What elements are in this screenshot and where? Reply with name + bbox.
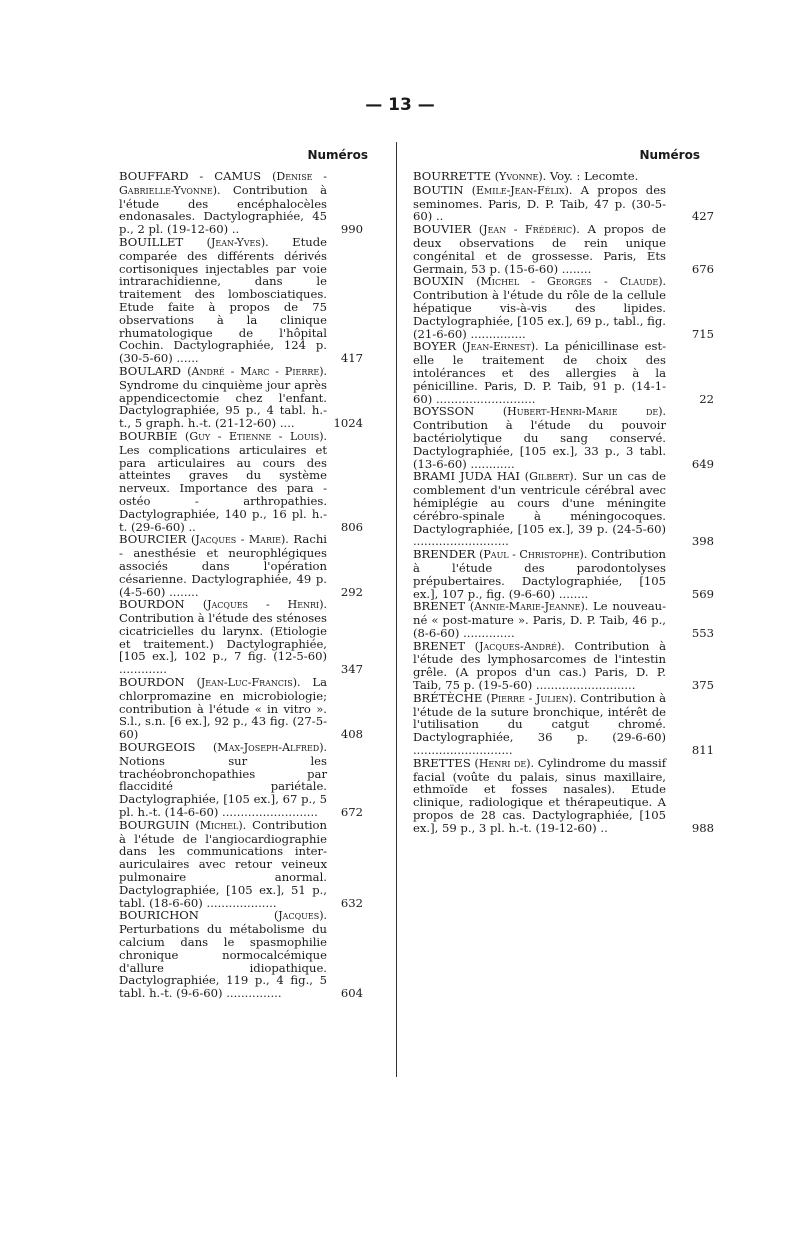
author-given-names: (André - Marc - Pierre). [187, 364, 327, 378]
bibliography-entry [413, 182, 714, 224]
bibliography-entry [413, 469, 714, 549]
author-surname: BRAMI JUDA HAI [413, 469, 520, 484]
author-given-names: (Paul - Christophe). [479, 548, 588, 562]
bibliography-entry [413, 170, 694, 184]
author-surname: BRENET [413, 638, 466, 653]
entry-description: Contribution à l'étude des parodontolyses prépubertaires. Dactylographiée, [105 ex.], 107 p., fig. (9-6-60) ........ [413, 547, 667, 601]
author-given-names: (Jean-Yves). [206, 235, 269, 249]
author-given-names: (Emile-Jean-Félix). [471, 183, 573, 197]
entry-description: Cylindrome du massif facial (voûte du palais, sinus maxillaire, ethmoïde et fosses nasales). Etude clinique, radiologique et thérapeutique. A propos de 28 cas. Dactylographiée, [105 ex.], 59 p., 3 pl. h.-t. (19-12-60) .. [413, 755, 667, 835]
bibliography-entry [413, 690, 714, 758]
bibliography-entry [119, 598, 363, 676]
author-given-names: (Pierre - Julien). [486, 691, 577, 705]
entry-number: 1024 [333, 416, 363, 431]
left-column [119, 140, 368, 1001]
entry-description: Contribution à l'étude des encéphalocèles endonasales. Dactylographiée, 45 p., 2 pl. (19-12-60) .. [119, 182, 327, 237]
entry-number: 632 [340, 895, 363, 910]
entry-number: 375 [691, 678, 714, 693]
author-surname: BOURDON [119, 675, 185, 690]
author-surname: BOUXIN [413, 274, 464, 289]
entry-description: Contribution à l'étude des sténoses cicatricielles du larynx. (Etiologie et traitement.) Dactylographiée, [105 ex.], 102 p., 7 fig. (12-5-60) ............. [119, 611, 327, 677]
entry-number: 347 [340, 662, 363, 677]
page-number: — 13 — [365, 95, 435, 115]
author-given-names: (Jean - Frédéric). [478, 223, 580, 237]
bibliography-entry [413, 599, 714, 640]
author-given-names: (Jacques-André). [474, 639, 565, 653]
entry-description: Rachi - anesthésie et neurophlégiques associés dans l'opération césarienne. Dactylographiée, 49 p. (4-5-60) ........ [119, 532, 327, 599]
entry-description: Les complications articulaires et para articulaires au cours des atteintes graves du système nerveux. Importance des para - ostéo - arthropathies. Dactylographiée, 140 p., 16 pl. h.-t. (29-6-60) .. [119, 442, 327, 534]
author-given-names: (Max-Joseph-Alfred). [213, 741, 327, 755]
bibliography-entry [119, 741, 363, 819]
entry-description: Voy. : Lecomte. [549, 169, 639, 183]
bibliography-entry [413, 638, 714, 693]
column-divider [396, 142, 397, 1077]
author-given-names: (Jean-Luc-Francis). [196, 676, 301, 690]
entry-number: 672 [340, 805, 363, 820]
author-surname: BOUVIER [413, 222, 472, 237]
author-surname: BOURGUIN [119, 817, 190, 832]
author-surname: BOURCIER [119, 532, 187, 547]
author-given-names: (Jacques). [273, 909, 327, 923]
entry-number: 715 [691, 326, 714, 341]
entry-description: Contribution à l'étude du pouvoir bactériolytique du sang conservé. Dactylographiée, [105 ex.], 33 p., 3 tabl. (13-6-60) ............ [413, 418, 666, 471]
author-surname: BOURDON [119, 597, 185, 612]
author-given-names: (Michel). [195, 818, 247, 832]
bibliography-entry [413, 547, 714, 601]
entry-number: 292 [340, 584, 363, 599]
entry-description: Contribution à l'étude des lymphosarcomes de l'intestin grêle. (A propos d'un cas.) Paris, D. P. Taib, 75 p. (19-5-60) ........................... [413, 638, 667, 693]
bibliography-entry [119, 365, 363, 430]
author-given-names: (Jacques - Henri). [202, 598, 328, 612]
author-surname: BOULARD [119, 363, 182, 378]
author-given-names: (Guy - Etienne - Louis). [185, 429, 327, 443]
author-surname: BOYSSON [413, 404, 475, 419]
bibliography-entry [413, 274, 714, 341]
author-surname: BOUILLET [119, 234, 184, 249]
bibliography-entry [413, 339, 714, 406]
author-given-names: (Hubert-Henri-Marie de). [502, 405, 667, 419]
entry-number: 553 [691, 625, 714, 640]
entry-number: 408 [340, 727, 363, 742]
bibliography-entry [413, 222, 714, 276]
entry-description: Sur un cas de comblement d'un ventricule cérébral avec hémiplégie au cours d'une méningite cérébro-spinale à méningocoques. Dactylographiée, [105 ex.], 39 p. (24-5-60) .......................... [413, 469, 667, 549]
entry-number: 649 [691, 456, 714, 471]
entry-number: 990 [340, 222, 363, 237]
entry-description: Contribution à l'étude de la suture bronchique, intérêt de l'utilisation du catgut chromé. Dactylographiée, 36 p. (29-6-60) ........................... [413, 690, 667, 758]
bibliography-entry [119, 676, 363, 741]
bibliography-entry [119, 909, 363, 1000]
author-given-names: (Annie-Marie-Jeanne). [469, 600, 589, 614]
bibliography-entry [119, 819, 363, 910]
author-surname: BOURGEOIS [119, 740, 196, 755]
entry-number: 398 [691, 534, 714, 549]
entry-description: Contribution à l'étude de l'angiocardiographie dans les communications inter-auriculaires avec retour veineux pulmonaire anormal. Dactylographiée, [105 ex.], 51 p., tabl. (18-6-60) ................... [119, 817, 328, 910]
bibliography-entry [119, 236, 363, 365]
author-surname: BOUTIN [413, 182, 464, 197]
entry-number: 427 [691, 209, 714, 224]
entry-description: Etude comparée des différents dérivés cortisoniques injectables par voie intrarachidienne, dans le traitement des lombosciatiques. Etude faite à propos de 75 observations à la clinique rhumatologique de l'hôpital Cochin. Dactylographiée, 124 p. (30-5-60) ...... [119, 234, 328, 366]
right-column [413, 140, 714, 835]
author-given-names: (Michel - Georges - Claude). [476, 275, 666, 289]
author-surname: BRÉTÈCHE [413, 690, 483, 705]
author-given-names: (Henri de). [474, 756, 535, 770]
author-given-names: (Gilbert). [524, 470, 578, 484]
author-surname: BRETTES [413, 755, 471, 770]
entry-description: Le nouveau-né « post-mature ». Paris, D. P. Taib, 46 p., (8-6-60) .............. [413, 599, 667, 640]
bibliography-entry [119, 170, 363, 236]
author-surname: BOURRETTE [413, 169, 492, 183]
entry-number: 806 [340, 519, 363, 534]
author-surname: BOYER [413, 339, 457, 354]
entry-description: A propos de deux observations de rein unique congénital et de grossesse. Paris, Ets Germain, 53 p. (15-6-60) ........ [413, 222, 667, 276]
bibliography-entry [119, 430, 363, 533]
author-given-names: (Jean-Ernest). [461, 340, 539, 354]
bibliography-entry [413, 755, 714, 835]
entry-description: Notions sur les trachéobronchopathies par flaccidité pariétale. Dactylographiée, [105 ex.], 67 p., 5 pl. h.-t. (14-6-60) .......................... [119, 753, 327, 820]
entry-number: 22 [699, 391, 714, 406]
author-given-names: (Jacques - Marie). [191, 533, 289, 547]
entry-description: Syndrome du cinquième jour après appendicectomie chez l'enfant. Dactylographiée, 95 p., 4 tabl. h.-t., 5 graph. h.-t. (21-12-60) .... [119, 377, 327, 431]
author-surname: BRENET [413, 599, 466, 614]
entry-number: 811 [691, 743, 714, 758]
entry-description: La chlorpromazine en microbiologie; contribution à l'étude « in vitro ». S.l., s.n. [6 ex.], 92 p., 43 fig. (27-5-60) [119, 675, 327, 742]
entry-number: 417 [340, 351, 363, 366]
author-surname: BOUFFARD - CAMUS [119, 169, 262, 183]
column-header: Numéros [307, 148, 368, 162]
entry-description: La pénicillinase est-elle le traitement de choix des intolérances et des allergies à la pénicilline. Paris, D. P. Taib, 91 p. (14-1-60) ........................... [413, 339, 667, 406]
entry-description: Perturbations du métabolisme du calcium dans le spasmophilie chronique normocalcémique d'allure idiopathique. Dactylographiée, 119 p., 4 fig., 5 tabl. h.-t. (9-6-60) ............... [119, 922, 327, 1001]
entry-number: 569 [691, 586, 714, 601]
entry-description: Contribution à l'étude du rôle de la cellule hépatique vis-à-vis des lipides. Dactylographiée, [105 ex.], 69 p., tabl., fig. (21-6-60) ............... [413, 288, 666, 341]
column-header: Numéros [639, 148, 700, 162]
author-given-names: (Denise - Gabrielle-Yvonne). [119, 170, 327, 197]
author-given-names: (Yvonne). [494, 170, 547, 183]
bibliography-entry [413, 404, 714, 471]
entry-number: 988 [691, 820, 714, 835]
author-surname: BOURICHON [119, 908, 199, 923]
bibliography-entry [119, 533, 363, 598]
author-surname: BOURBIE [119, 428, 178, 443]
entry-description: A propos des seminomes. Paris, D. P. Taib, 47 p. (30-5-60) .. [413, 182, 667, 224]
entry-number: 676 [691, 261, 714, 276]
author-surname: BRENDER [413, 547, 476, 562]
entry-number: 604 [340, 986, 363, 1001]
